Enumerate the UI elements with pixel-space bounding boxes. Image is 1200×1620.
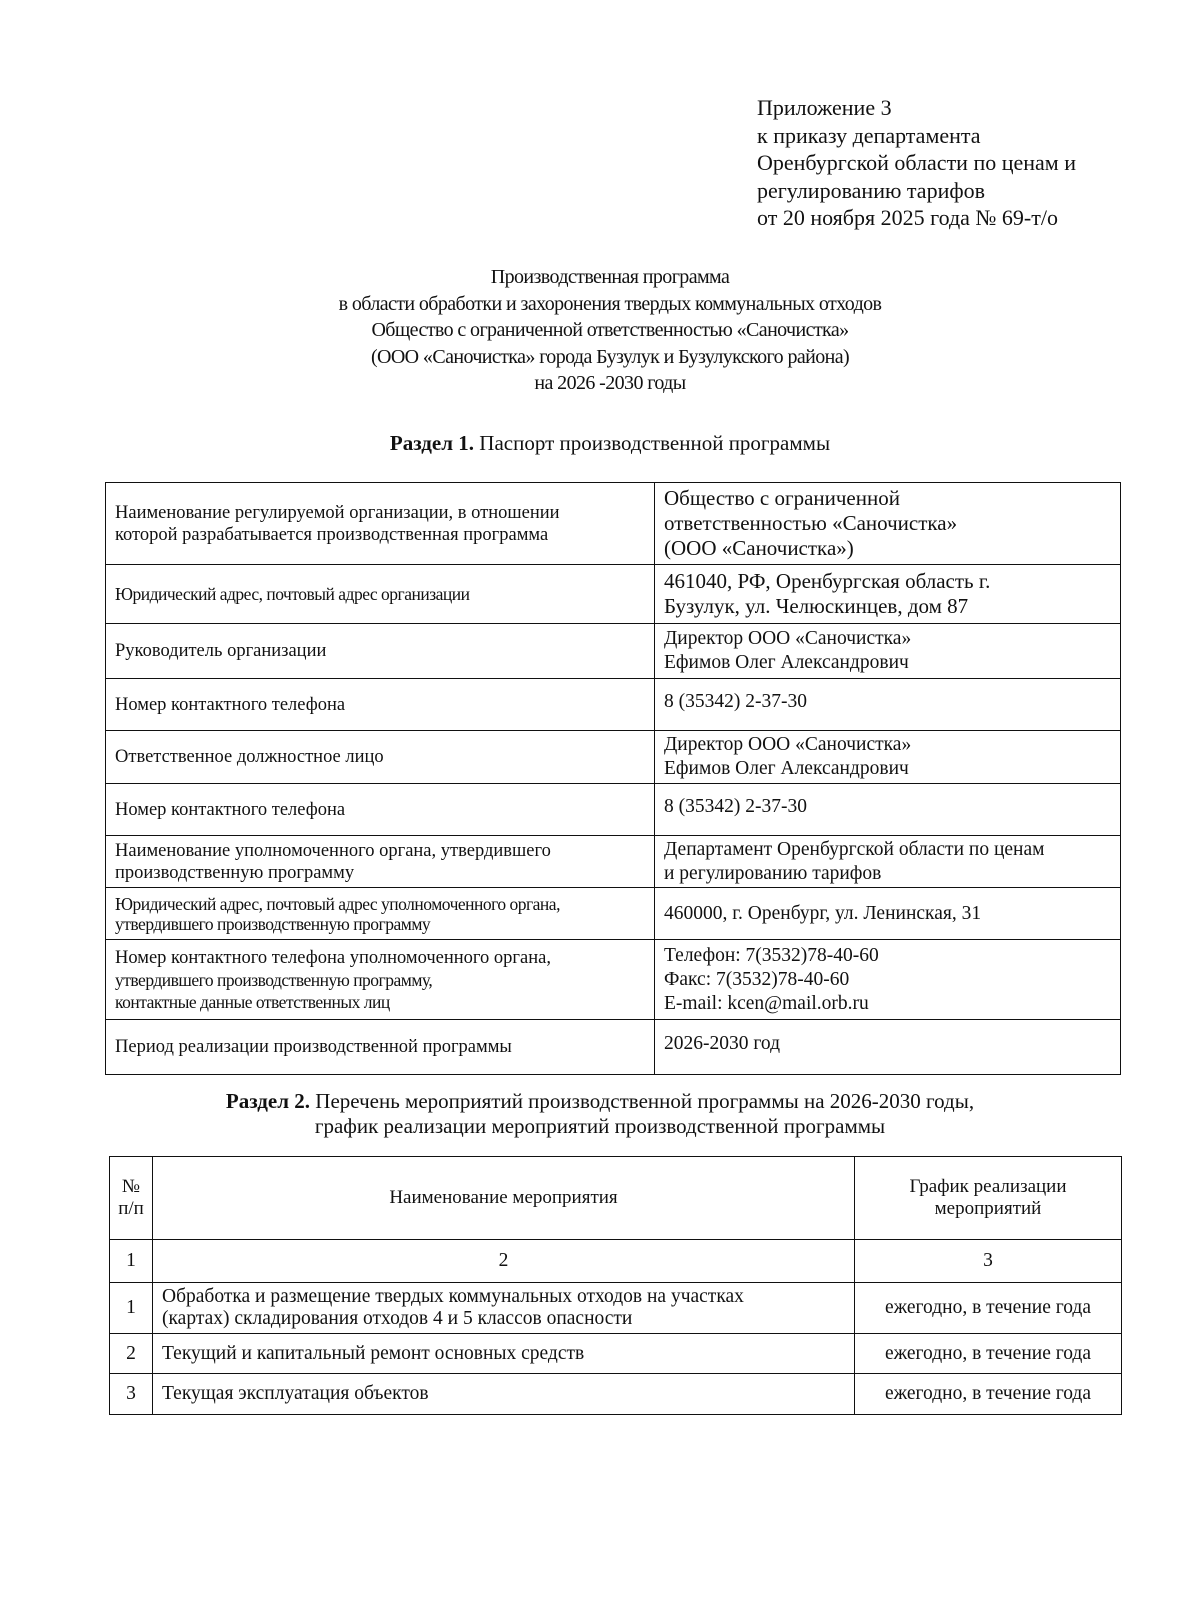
header-line: п/п [118, 1198, 144, 1219]
table-row [106, 624, 1121, 679]
name-line: Текущая эксплуатация объектов [162, 1383, 429, 1404]
passport-label [106, 888, 655, 940]
section-2-number: Раздел 2. [225, 1089, 311, 1113]
row-num: 1 [110, 1283, 153, 1334]
label-line: Ответственное должностное лицо [115, 747, 384, 767]
label-line: Номер контактного телефона [115, 694, 346, 715]
passport-value [655, 624, 1121, 679]
appendix-line: Приложение 3 [757, 95, 892, 120]
row-schedule: ежегодно, в течение года [855, 1283, 1122, 1334]
value-line: 461040, РФ, Оренбургская область г. [664, 569, 991, 593]
label-line: утвердившего производственную программу, [115, 969, 433, 990]
label-line: Период реализации производственной программы [115, 1037, 512, 1057]
row-num: 2 [110, 1334, 153, 1374]
passport-value [655, 679, 1121, 731]
name-line: Обработка и размещение твердых коммунальных отходов на участках [162, 1286, 744, 1307]
row-schedule: ежегодно, в течение года [855, 1334, 1122, 1374]
label-line: Номер контактного телефона [115, 799, 346, 820]
title-line: Производственная программа [490, 266, 730, 288]
table-index-row [110, 1240, 1122, 1283]
appendix-block [757, 94, 1177, 232]
passport-label [106, 1020, 655, 1075]
label-line: Наименование уполномоченного органа, утвердившего [115, 840, 551, 861]
value-line: 8 (35342) 2-37-30 [664, 691, 807, 712]
label-line: Наименование регулируемой организации, в отношении [115, 502, 560, 523]
header-line: График реализации [909, 1176, 1067, 1197]
label-line: контактные данные ответственных лиц [115, 991, 390, 1012]
value-line: и регулированию тарифов [664, 862, 882, 884]
value-line: 2026-2030 год [664, 1033, 780, 1054]
section-2-heading [100, 1089, 1100, 1139]
index-cell: 1 [110, 1240, 153, 1283]
program-title [150, 264, 1070, 397]
header-line: мероприятий [934, 1198, 1042, 1219]
value-line: Факс: 7(3532)78-40-60 [664, 968, 850, 990]
value-line: Директор ООО «Саночистка» [664, 734, 912, 755]
label-line: утвердившего производственную программу [115, 913, 431, 934]
title-line: (ООО «Саночистка» города Бузулук и Бузулукского района) [370, 345, 850, 368]
section-2-line [100, 1089, 1100, 1114]
header-num [110, 1157, 153, 1240]
passport-value [655, 784, 1121, 836]
label-line: Номер контактного телефона уполномоченного органа, [115, 947, 551, 968]
value-line: Ефимов Олег Александрович [664, 758, 909, 779]
label-line: Юридический адрес, почтовый адрес уполномоченного органа, [115, 893, 560, 914]
passport-value [655, 888, 1121, 940]
table-header-row [110, 1157, 1122, 1240]
section-1-title: Паспорт производственной программы [474, 431, 831, 455]
appendix-line: к приказу департамента [757, 122, 981, 148]
passport-label [106, 679, 655, 731]
passport-value [655, 483, 1121, 565]
value-line: 8 (35342) 2-37-30 [664, 796, 807, 817]
table-row [110, 1283, 1122, 1334]
row-name [153, 1374, 855, 1415]
label-line: которой разрабатывается производственная программа [115, 524, 549, 545]
table-row [106, 679, 1121, 731]
index-cell: 3 [855, 1240, 1122, 1283]
appendix-line: регулированию тарифов [757, 177, 985, 203]
table-row [110, 1374, 1122, 1415]
header-name: Наименование мероприятия [153, 1157, 855, 1240]
title-line: на 2026 -2030 годы [534, 372, 686, 394]
value-line: Директор ООО «Саночистка» [664, 628, 912, 649]
value-line: Телефон: 7(3532)78-40-60 [664, 944, 879, 966]
passport-value [655, 565, 1121, 624]
value-line: Общество с ограниченной [664, 486, 900, 510]
appendix-line: Оренбургской области по ценам и [757, 150, 1076, 175]
value-line: Департамент Оренбургской области по ценам [664, 838, 1045, 860]
section-2-title: Перечень мероприятий производственной программы на 2026-2030 годы, [310, 1089, 975, 1113]
index-cell: 2 [153, 1240, 855, 1283]
title-line: Общество с ограниченной ответственностью «Саночистка» [371, 319, 849, 341]
table-row [106, 483, 1121, 565]
passport-label [106, 784, 655, 836]
label-line: Юридический адрес, почтовый адрес организации [115, 584, 470, 604]
row-name [153, 1334, 855, 1374]
value-line: 460000, г. Оренбург, ул. Ленинская, 31 [664, 902, 982, 924]
row-schedule: ежегодно, в течение года [855, 1374, 1122, 1415]
passport-value [655, 731, 1121, 784]
passport-label [106, 624, 655, 679]
section-2-line: график реализации мероприятий производственной программы [314, 1114, 886, 1138]
table-row [106, 836, 1121, 888]
passport-label [106, 565, 655, 624]
table-row [110, 1334, 1122, 1374]
label-line: производственную программу [115, 862, 355, 883]
appendix-line: от 20 ноября 2025 года № 69-т/о [757, 205, 1058, 230]
passport-table [105, 482, 1121, 1075]
table-row [106, 1020, 1121, 1075]
row-num: 3 [110, 1374, 153, 1415]
passport-label [106, 731, 655, 784]
passport-label [106, 836, 655, 888]
passport-value [655, 940, 1121, 1020]
passport-label [106, 483, 655, 565]
name-line: Текущий и капитальный ремонт основных средств [162, 1342, 585, 1364]
header-schedule [855, 1157, 1122, 1240]
section-1-heading [150, 431, 1070, 456]
title-line: в области обработки и захоронения твердых коммунальных отходов [338, 292, 882, 315]
header-line: № [121, 1176, 141, 1197]
value-line: ответственностью «Саночистка» [664, 511, 958, 535]
table-row [106, 940, 1121, 1020]
name-line: (картах) складирования отходов 4 и 5 классов опасности [162, 1308, 633, 1329]
table-row [106, 888, 1121, 940]
passport-value [655, 836, 1121, 888]
passport-value [655, 1020, 1121, 1075]
activities-table [109, 1156, 1122, 1415]
value-line: Ефимов Олег Александрович [664, 652, 909, 673]
table-row [106, 784, 1121, 836]
value-line: E-mail: kcen@mail.orb.ru [664, 992, 869, 1014]
table-row [106, 565, 1121, 624]
passport-label [106, 940, 655, 1020]
section-1-number: Раздел 1. [389, 431, 475, 455]
label-line: Руководитель организации [115, 641, 327, 661]
value-line: (ООО «Саночистка») [664, 536, 854, 560]
value-line: Бузулук, ул. Челюскинцев, дом 87 [664, 594, 969, 618]
table-row [106, 731, 1121, 784]
row-name [153, 1283, 855, 1334]
